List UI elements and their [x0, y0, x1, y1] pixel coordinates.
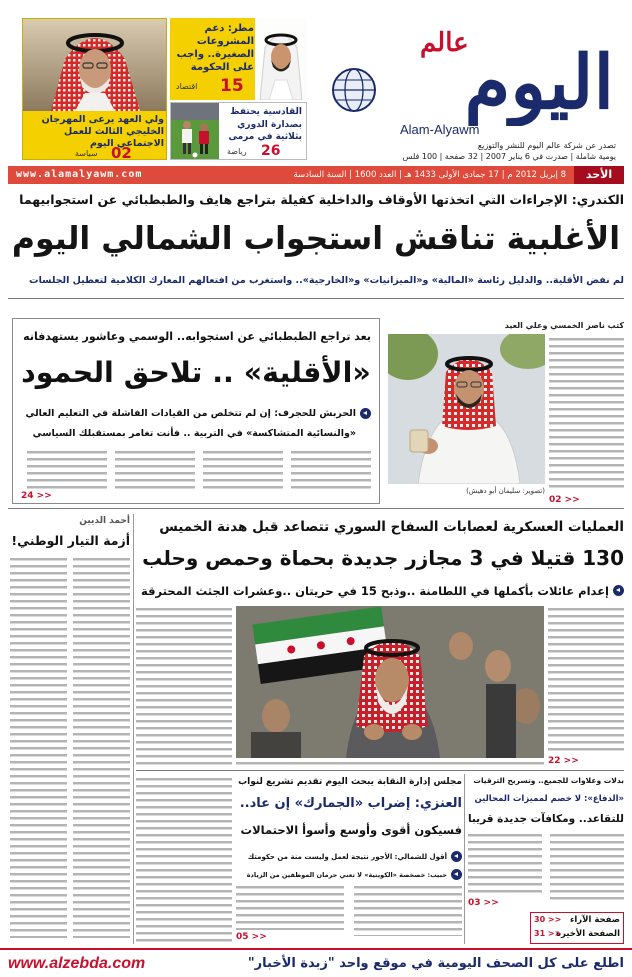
lead-photo — [388, 334, 545, 484]
union-bullet-2 — [236, 864, 462, 880]
defense-kicker: بدلات وعلاوات للجميع.. وتسريح الترقيات — [473, 776, 624, 785]
defense-story[interactable] — [468, 774, 624, 910]
logo-word-small: عالم — [420, 28, 469, 58]
union-bullet-1-text: أقول للشمالي: الأجور نتيجة لعمل وليست منة من حكومتك — [247, 852, 447, 861]
logo-latin: Alam-Alyawm — [400, 122, 480, 137]
page-ref[interactable]: 03 >> — [468, 898, 499, 908]
teaser-headline: ولي العهد يرعى المهرجان الخليجي الثالث للعمل الاجتماعي اليوم — [41, 114, 164, 149]
bullet-icon — [613, 585, 624, 596]
divider — [8, 508, 624, 509]
page-ref[interactable]: 22 >> — [548, 756, 579, 766]
divider — [136, 770, 624, 771]
teaser-page-number: 02 — [111, 144, 132, 160]
lead-kicker[interactable]: الكندري: الإجراءات التي اتخذتها الأوقاف والداخلية كفيلة بتراجع هايف والطبطبائي عن استجوابيهما — [19, 192, 624, 207]
teaser-crown-prince[interactable] — [22, 18, 167, 160]
defense-headline-2: للتقاعد.. ومكافآت جديدة قريبا — [468, 813, 624, 825]
date-band — [8, 166, 624, 184]
union-bullet-2-text: حبيب: خصخصة «الكويتية» لا تعني حرمان الموظفين من الزيادة — [246, 870, 447, 879]
minority-story-box[interactable] — [12, 318, 380, 504]
defense-headline-1: «الدفاع»: لا خصم لمميزات المحالين — [474, 794, 624, 804]
divider — [8, 298, 624, 299]
body-text — [549, 336, 624, 492]
body-text — [550, 832, 624, 900]
edition-details: يومية شاملة | صدرت في 6 يناير 2007 | 32 صفحة | 100 فلس — [402, 152, 616, 161]
index-item-opinion[interactable] — [534, 915, 620, 928]
index-item-last-page[interactable] — [534, 929, 620, 942]
minority-line-2-text: «والنسائية المتشاكسة» في التربية .. فأنت تغامر بمستقبلك السياسي — [32, 427, 356, 439]
crown-prince-photo — [23, 19, 167, 111]
syria-headline[interactable]: 130 قتيلا في 3 مجازر جديدة بحماة وحمص وحلب — [142, 546, 624, 570]
column-title: أزمة التيار الوطني! — [11, 533, 130, 548]
teaser-section: اقتصاد — [176, 82, 198, 91]
teaser-small-projects[interactable] — [170, 18, 307, 100]
body-text — [236, 884, 344, 930]
day-label: الأحد — [574, 166, 624, 184]
body-text — [27, 449, 107, 491]
lead-byline: كتب ناصر الخمسي وعلي العيد — [504, 321, 624, 330]
teaser-page-number: 15 — [220, 76, 244, 96]
lead-headline[interactable]: الأغلبية تناقش استجواب الشمالي اليوم — [11, 221, 621, 257]
body-text — [10, 556, 67, 938]
body-text — [468, 832, 542, 894]
photo-caption — [236, 760, 544, 767]
index-label: الصفحة الأخيرة — [556, 929, 620, 939]
minority-kicker: بعد تراجع الطبطبائي عن استجوابه.. الوسمي وعاشور يستهدفانه — [23, 330, 371, 343]
index-label: صفحة الآراء — [570, 915, 620, 925]
teaser-page-number: 26 — [261, 143, 281, 159]
union-story[interactable] — [236, 774, 462, 944]
issue-info: 8 إبريل 2012 م | 17 جمادى الأولى 1433 هـ | العدد 1600 | السنة السادسة — [293, 170, 566, 180]
syria-kicker[interactable]: العمليات العسكرية لعصابات السفاح السوري تتصاعد قبل هدنة الخميس — [159, 519, 624, 535]
divider — [464, 774, 465, 944]
union-headline-1: العنزي: إضراب «الجمارك» إن عاد.. — [239, 796, 462, 811]
footer-ad-text: اطلع على كل الصحف اليومية في موقع واحد "زبدة الأخبار" — [247, 956, 624, 971]
teaser-caption — [23, 111, 167, 160]
logo-word-big: اليوم — [464, 40, 614, 126]
body-text — [136, 606, 232, 766]
body-text — [291, 449, 371, 491]
syria-subhead-text: إعدام عائلات بأكملها في اللطامنة ..وذبح 15 في حريتان ..وعشرات الجثث المحترقة — [141, 583, 609, 598]
website-link[interactable]: www.alamalyawm.com — [16, 169, 143, 180]
publisher-line: تصدر عن شركة عالم اليوم للنشر والتوزيع — [477, 141, 616, 150]
photo-credit: (تصوير: سليمان أبو دهيش) — [466, 487, 545, 495]
bullet-icon — [451, 869, 462, 880]
page-ref: 30 >> — [534, 915, 562, 924]
divider — [133, 514, 134, 944]
body-text — [203, 449, 283, 491]
syria-photo — [236, 606, 544, 758]
opinion-column[interactable] — [8, 514, 132, 944]
masthead — [322, 6, 622, 164]
minority-headline: «الأقلية» .. تلاحق الحمود — [21, 356, 371, 389]
page-ref[interactable]: 02 >> — [549, 495, 580, 505]
bullet-icon — [360, 408, 371, 419]
footer-ad-banner[interactable] — [0, 948, 632, 977]
teaser-sports[interactable] — [170, 102, 307, 160]
page-index-box — [530, 912, 624, 944]
page-ref[interactable]: 05 >> — [236, 932, 267, 942]
body-text — [115, 449, 195, 491]
teaser-section: رياضة — [227, 147, 247, 156]
football-match-photo — [171, 103, 219, 159]
column-author: أحمد الديين — [79, 516, 130, 526]
union-headline-2: فسيكون أقوى وأوسع وأسوأ الاحتمالات — [240, 823, 462, 837]
body-text — [136, 776, 232, 942]
teaser-section: سياسة — [75, 149, 98, 158]
union-kicker: مجلس إدارة النقابة يبحث اليوم تقديم تشريع لنواب — [238, 777, 462, 787]
lead-subhead[interactable]: لم نفض الأقلية.. والدليل رئاسة «المالية» و«الميزانيات» و«الخارجية».. واستغرب من افتعالهم المعارك الكلامية لتعطيل الجلسات — [29, 275, 624, 286]
minority-line-1 — [21, 403, 371, 421]
minority-line-1-text: الحربش للحجرف: إن لم تتخلص من القيادات الفاشلة في التعليم العالي — [25, 407, 356, 419]
body-text — [73, 556, 130, 938]
syria-subhead[interactable] — [136, 580, 624, 600]
footer-ad-url[interactable]: www.alzebda.com — [8, 955, 146, 972]
page-ref[interactable]: 24 >> — [21, 491, 52, 501]
union-bullet-1 — [236, 846, 462, 862]
teaser-headline: القادسية يحتفظ بصدارة الدوري بثلاثية في مرمى — [228, 107, 302, 142]
globe-logo-icon — [330, 66, 378, 114]
minority-line-2 — [21, 423, 371, 441]
body-text — [548, 606, 624, 754]
bullet-icon — [451, 851, 462, 862]
body-text — [354, 884, 462, 936]
teaser-headline: مطر: دعم المشروعات الصغيرة.. واجب على الحكومة — [176, 23, 254, 73]
page-ref: 31 >> — [534, 929, 562, 938]
economy-official-portrait — [255, 18, 307, 100]
